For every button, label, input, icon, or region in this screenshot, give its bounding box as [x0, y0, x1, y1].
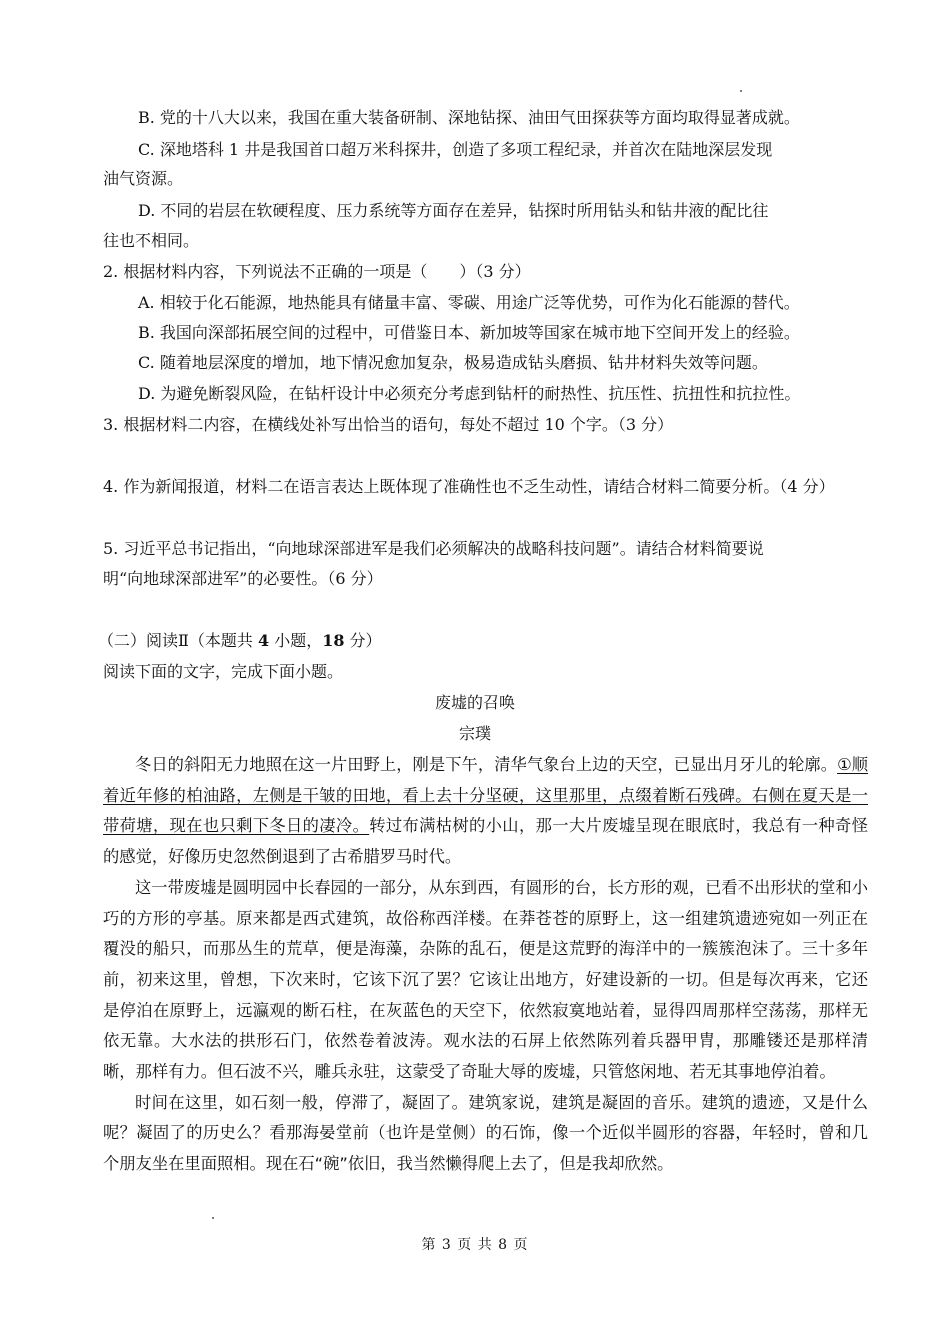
article-author: 宗璞: [458, 724, 491, 743]
q1-option-d-cont: 往也不相同。: [103, 231, 200, 250]
q3-stem: 3. 根据材料二内容，在横线处补写出恰当的语句，每处不超过 10 个字。（3 分）: [103, 415, 674, 434]
q1-option-c-cont: 油气资源。: [103, 169, 184, 188]
section-heading: （二）阅读Ⅱ（本题共 4 小题，18 分）: [98, 631, 382, 650]
q2-option-c: C. 随着地层深度的增加，地下情况愈加复杂，极易造成钻头磨损、钻井材料失效等问题。: [138, 353, 768, 372]
article-paragraph-2: 这一带废墟是圆明园中长春园的一部分，从东到西，有圆形的台，长方形的观，已看不出形状的堂和小巧的方形的亭基。原来都是西式建筑，故俗称西洋楼。在莽苍苍的原野上，这一组建筑遗迹宛如一列正在覆没的船只，而那丛生的荒草，便是海藻，杂陈的乱石，便是这荒野的海洋中的一簇簇泡沫了。三十多年前，初来这里，曾想，下次来时，它该下沉了罢？它该让出地方，好建设新的一切。但是每次再来，它还是停泊在原野上，远瀛观的断石柱，在灰蓝色的天空下，依然寂寞地站着，显得四周那样空荡荡，那样无依无靠。大水法的拱形石门，依然卷着波涛。观水法的石屏上依然陈列着兵器甲胄，那雕镂还是那样清晰，那样有力。但石波不兴，雕兵永驻，这蒙受了奇耻大辱的废墟，只管悠闲地、若无其事地停泊着。: [103, 877, 868, 1082]
q2-option-a: A. 相较于化石能源，地热能具有储量丰富、零碳、用途广泛等优势，可作为化石能源的替代。: [138, 293, 800, 312]
q1-option-c: C. 深地塔科 1 井是我国首口超万米科探井，创造了多项工程纪录，并首次在陆地深层发现: [138, 140, 773, 159]
q2-stem: 2. 根据材料内容，下列说法不正确的一项是（ ）（3 分）: [103, 262, 531, 281]
scan-speck: [212, 1217, 214, 1219]
article-title: 废墟的召唤: [434, 693, 515, 712]
q1-option-b: B. 党的十八大以来，我国在重大装备研制、深地钻探、油田气田探获等方面均取得显著成就。: [138, 108, 800, 127]
q5-stem: 5. 习近平总书记指出，“向地球深部进军是我们必须解决的战略科技问题”。请结合材料简要说: [103, 539, 764, 558]
q2-option-b: B. 我国向深部拓展空间的过程中，可借鉴日本、新加坡等国家在城市地下空间开发上的经验。: [138, 323, 800, 342]
article-body: [103, 750, 868, 1180]
section-instruction: 阅读下面的文字，完成下面小题。: [103, 662, 344, 681]
scan-speck: [740, 90, 742, 92]
q5-stem-cont: 明“向地球深部进军”的必要性。（6 分）: [103, 569, 383, 588]
q4-stem: 4. 作为新闻报道，材料二在语言表达上既体现了准确性也不乏生动性，请结合材料二简要分析。（4 分）: [103, 477, 835, 496]
article-paragraph-1: 冬日的斜阳无力地照在这一片田野上，刚是下午，清华气象台上边的天空，已显出月牙儿的轮廓。①顺着近年修的柏油路，左侧是干皱的田地，看上去十分坚硬，这里那里，点缀着断石残碑。右侧在夏天是一带荷塘，现在也只剩下冬日的凄冷。转过布满枯树的小山，那一大片废墟呈现在眼底时，我总有一种奇怪的感觉，好像历史忽然倒退到了古希腊罗马时代。: [103, 755, 868, 867]
article-paragraph-3: 时间在这里，如石刻一般，停滞了，凝固了。建筑家说，建筑是凝固的音乐。建筑的遗迹，又是什么呢？凝固了的历史么？看那海晏堂前（也许是堂侧）的石饰，像一个近似半圆形的容器，年轻时，曾和几个朋友坐在里面照相。现在石“碗”依旧，我当然懒得爬上去了，但是我却欣然。: [103, 1092, 868, 1174]
q1-option-d: D. 不同的岩层在软硬程度、压力系统等方面存在差异，钻探时所用钻头和钻井液的配比往: [138, 201, 769, 220]
q2-option-d: D. 为避免断裂风险，在钻杆设计中必须充分考虑到钻杆的耐热性、抗压性、抗扭性和抗拉性。: [138, 384, 801, 403]
underlined-sentence-1: ①顺着近年修的柏油路，左侧是干皱的田地，看上去十分坚硬，这里那里，点缀着断石残碑。右侧在夏天是一带荷塘，现在也只剩下冬日的凄冷。: [103, 755, 868, 836]
page-footer: 第 3 页 共 8 页: [421, 1237, 529, 1253]
